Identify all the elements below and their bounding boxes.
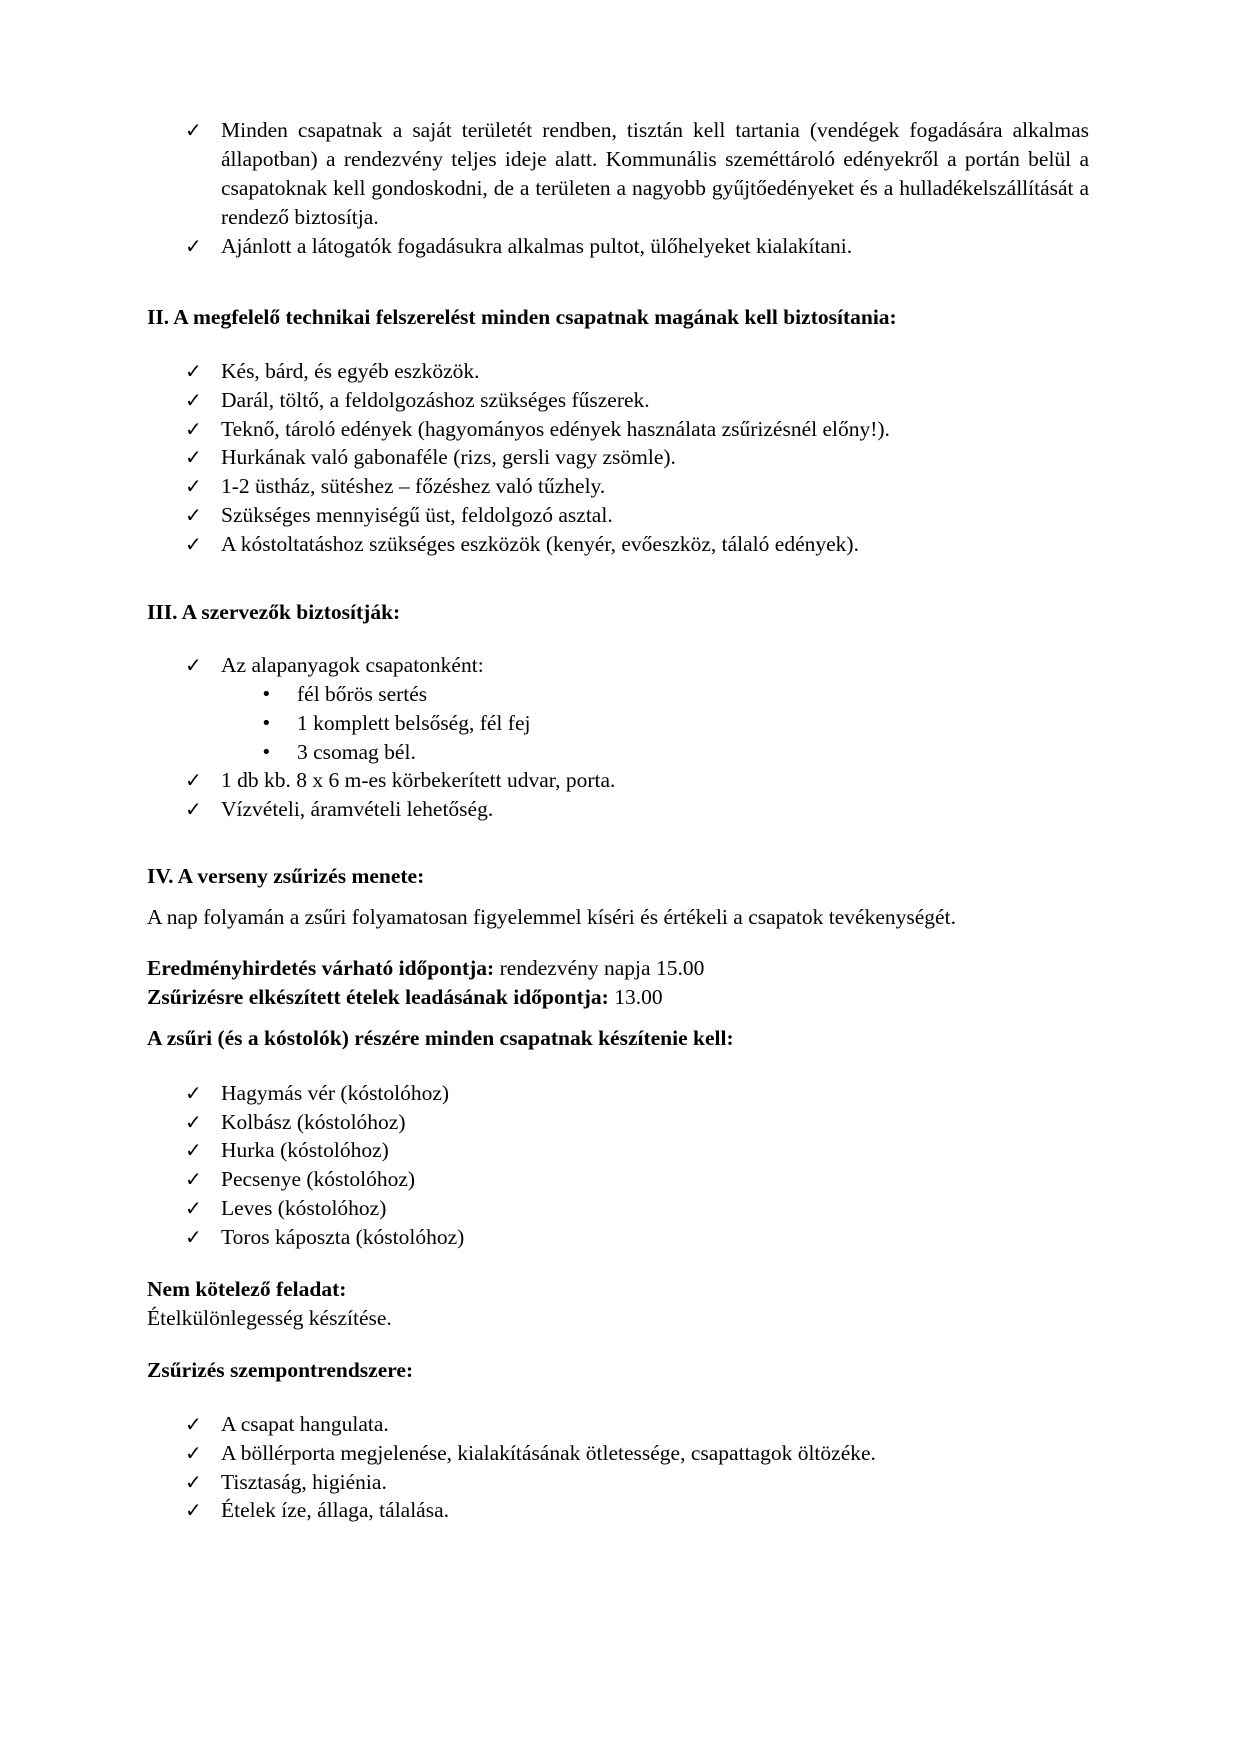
check-icon: ✓ [185,388,202,412]
bullet-icon: • [261,742,272,763]
check-icon: ✓ [185,417,202,441]
section3-item: Az alapanyagok csapatonként: [221,653,484,677]
section2-item: Kés, bárd, és egyéb eszközök. [221,359,480,383]
jury-item: Toros káposzta (kóstolóhoz) [221,1225,465,1249]
section3-subitem: 3 csomag bél. [297,740,416,764]
section2-item: Szükséges mennyiségű üst, feldolgozó asztal. [221,503,613,527]
jury-item: Pecsenye (kóstolóhoz) [221,1167,416,1191]
section4-paragraph: A nap folyamán a zsűri folyamatosan figyelemmel kíséri és értékeli a csapatok tevékenységét. [147,905,956,929]
check-icon: ✓ [185,532,202,556]
check-icon: ✓ [185,474,202,498]
delivery-time [147,983,663,1012]
jury-heading: A zsűri (és a kóstolók) részére minden csapatnak készítenie kell: [147,1026,734,1050]
delivery-time-value: 13.00 [608,985,663,1009]
check-icon: ✓ [185,359,202,383]
criteria-item: A böllérporta megjelenése, kialakításának ötletessége, csapattagok öltözéke. [221,1441,876,1465]
bullet-icon: • [261,713,272,734]
criteria-item: Ételek íze, állaga, tálalása. [221,1498,450,1522]
check-icon: ✓ [185,234,202,258]
section2-item: Teknő, tároló edények (hagyományos edények használata zsűrizésnél előny!). [221,417,890,441]
check-icon: ✓ [185,1498,202,1522]
results-time-label: Eredményhirdetés várható időpontja: [147,956,495,980]
jury-item: Kolbász (kóstolóhoz) [221,1110,406,1134]
results-time [147,954,704,983]
results-time-value: rendezvény napja 15.00 [494,956,705,980]
check-icon: ✓ [185,1441,202,1465]
check-icon: ✓ [185,1138,202,1162]
section1-item-1: Minden csapatnak a saját területét rendben, tisztán kell tartania (vendégek fogadására alkalmas állapotban) a rendezvény teljes ideje alatt. Kommunális szeméttároló edényekről a portán belül a csapatoknak kell gondoskodni, de a területen a nagyobb gyűjtőedényeket és a hulladékelszállítását a rendező biztosítja. [221,118,1089,229]
delivery-time-label: Zsűrizésre elkészített ételek leadásának időpontja: [147,985,609,1009]
check-icon: ✓ [185,445,202,469]
section3-subitem: 1 komplett belsőség, fél fej [297,711,531,735]
check-icon: ✓ [185,1470,202,1494]
check-icon: ✓ [185,1196,202,1220]
section3-subitem: fél bőrös sertés [297,682,428,706]
check-icon: ✓ [185,118,202,142]
check-icon: ✓ [185,768,202,792]
section2-item: 1-2 üstház, sütéshez – főzéshez való tűzhely. [221,474,606,498]
check-icon: ✓ [185,1110,202,1134]
section2-heading: II. A megfelelő technikai felszerelést minden csapatnak magának kell biztosítania: [147,305,897,329]
section4-heading: IV. A verseny zsűrizés menete: [147,864,425,888]
section2-item: Hurkának való gabonaféle (rizs, gersli vagy zsömle). [221,445,676,469]
section2-item: A kóstoltatáshoz szükséges eszközök (kenyér, evőeszköz, tálaló edények). [221,532,859,556]
check-icon: ✓ [185,1225,202,1249]
criteria-item: A csapat hangulata. [221,1412,389,1436]
check-icon: ✓ [185,1167,202,1191]
jury-item: Hurka (kóstolóhoz) [221,1138,389,1162]
check-icon: ✓ [185,653,202,677]
section3-item: 1 db kb. 8 x 6 m-es körbekerített udvar, porta. [221,768,616,792]
section3-heading: III. A szervezők biztosítják: [147,600,401,624]
section1-item-2: Ajánlott a látogatók fogadásukra alkalmas pultot, ülőhelyeket kialakítani. [221,234,853,258]
jury-item: Leves (kóstolóhoz) [221,1196,387,1220]
criteria-item: Tisztaság, higiénia. [221,1470,387,1494]
check-icon: ✓ [185,1412,202,1436]
optional-heading: Nem kötelező feladat: [147,1277,347,1301]
criteria-heading: Zsűrizés szempontrendszere: [147,1358,414,1382]
section2-item: Darál, töltő, a feldolgozáshoz szükséges fűszerek. [221,388,650,412]
check-icon: ✓ [185,503,202,527]
bullet-icon: • [261,684,272,705]
check-icon: ✓ [185,797,202,821]
section3-item: Vízvételi, áramvételi lehetőség. [221,797,494,821]
jury-item: Hagymás vér (kóstolóhoz) [221,1081,450,1105]
check-icon: ✓ [185,1081,202,1105]
optional-text: Ételkülönlegesség készítése. [147,1306,392,1330]
